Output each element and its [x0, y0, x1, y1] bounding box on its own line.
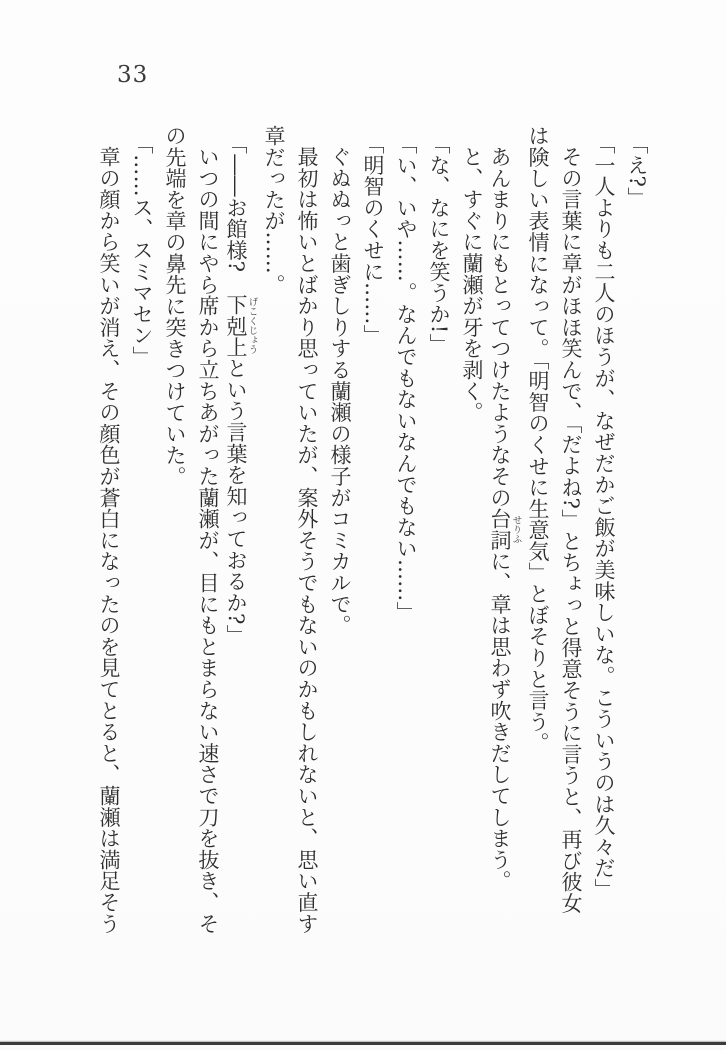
text-line: 「明智のくせに……」 [361, 133, 385, 346]
text-line: 「な、なにを笑うか!」 [427, 133, 451, 355]
text-line: は険しい表情になって。「明智のくせに生意気」とぼそりと言う。 [526, 125, 550, 754]
text-line: その言葉に章がほほ笑んで、「だよね?」とちょっと得意そうに言うと、再び彼女 [559, 146, 583, 914]
ruby-word: 下剋上げこくじょう [224, 293, 258, 358]
text-line: 「一人よりも二人のほうが、なぜだかご飯が美味しいな。こういうのは久々だ」 [592, 133, 616, 900]
text-line: 「い、いや……。なんでもないなんでもない……」 [394, 133, 418, 623]
text-line: ぐぬぬっと歯ぎしりする蘭瀬の様子がコミカルで。 [328, 146, 352, 636]
text-line: あんまりにもとってつけたようなその台詞せりふに、章は思わず吹きだしてしまう。 [488, 146, 522, 892]
text-line: の先端を章の鼻先に突きつけていた。 [163, 125, 187, 488]
page-number: 33 [117, 62, 149, 88]
text-line: いつの間にやら席から立ちあがった蘭瀬が、目にもとまらない速さで刀を抜き、そ [196, 146, 220, 935]
text-line: 最初は怖いとばかり思っていたが、案外そうでもないのかもしれないと、思い直す [295, 146, 319, 935]
text-block [92, 125, 653, 959]
text-line: と、すぐに蘭瀬が牙を剥く。 [460, 146, 484, 423]
text-line: 「――お館様? 下剋上げこくじょうという言葉を知っておるか?」 [224, 133, 258, 647]
text-line: 章だったが……。 [262, 125, 286, 296]
text-line: 「え?」 [625, 133, 649, 209]
text-line: 「……ス、スミマセン」 [130, 133, 154, 368]
text-line: 章の顔から笑いが消え、その顔色が蒼白になったのを見てとると、蘭瀬は満足そう [97, 146, 121, 935]
ruby-word: 台詞せりふ [488, 508, 522, 551]
page-bottom-edge [0, 1042, 726, 1045]
